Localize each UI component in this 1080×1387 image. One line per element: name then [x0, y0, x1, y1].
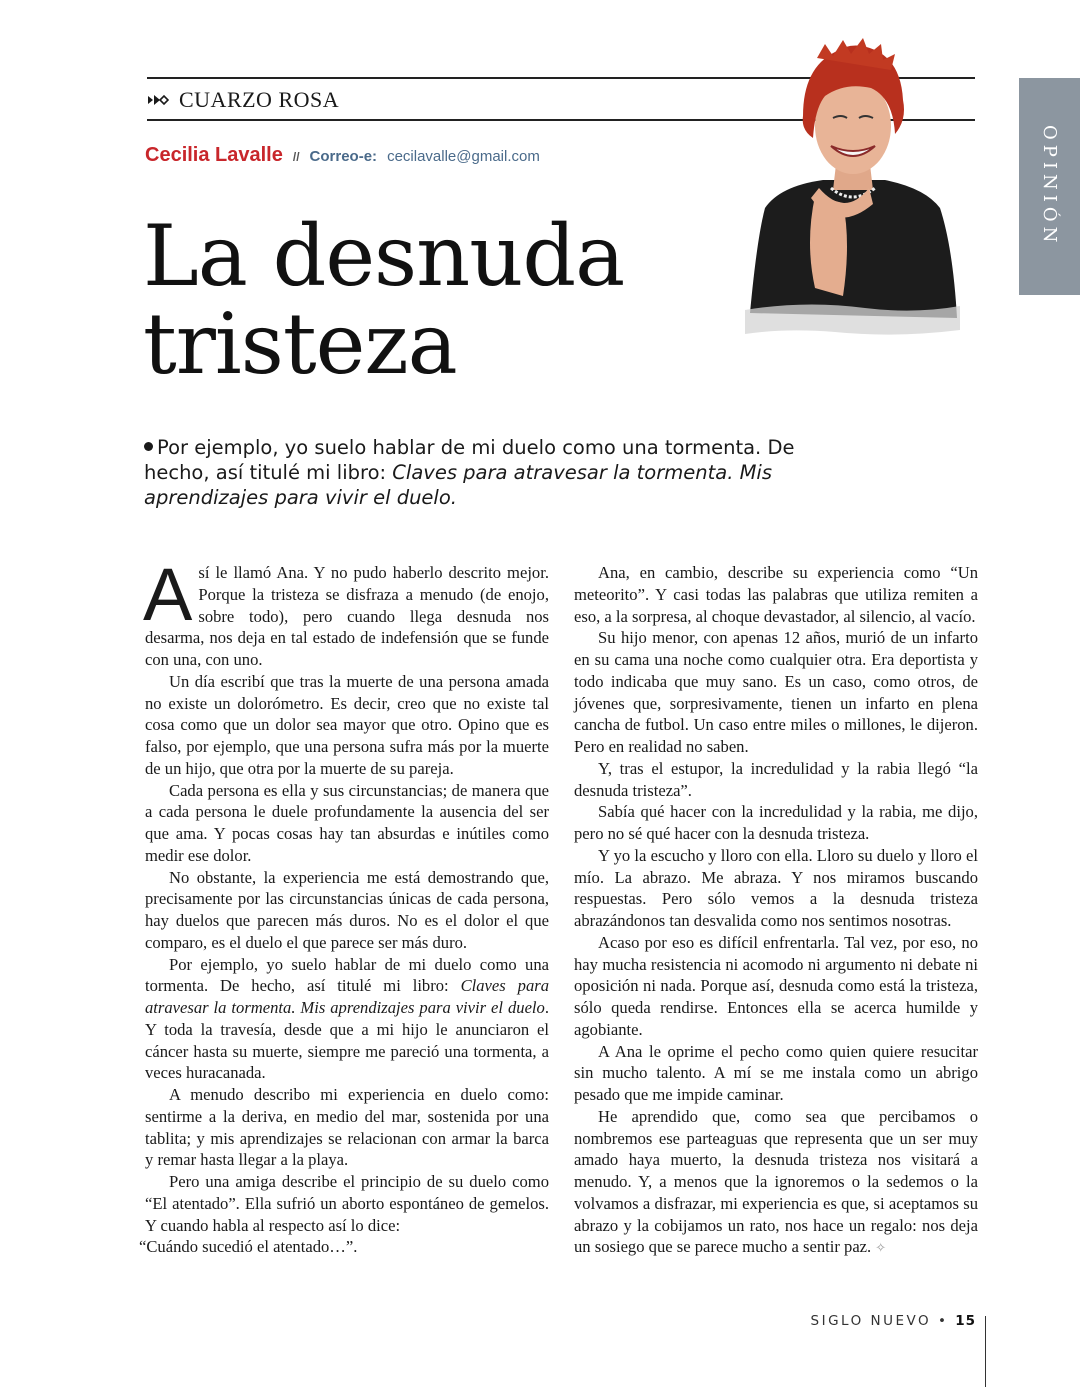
- paragraph-text: He aprendido que, como sea que percibamos o nombremos ese parteaguas que representa que un ser muy amado haya muerto, la desnuda tristeza nos visitará a menudo. Y, a menos que la ignoremos o la sedemos o la volvamos a disfrazar, mi experiencia es que, si aceptamos su abrazo y la cobijamos un rato, nos hace un regalo: nos deja un sosiego que se parece mucho a sentir paz.: [574, 1106, 978, 1257]
- article-title: [143, 207, 625, 393]
- magazine-name: SIGLO NUEVO: [810, 1313, 932, 1329]
- article-paragraph: [143, 553, 549, 671]
- section-label: CUARZO ROSA: [179, 87, 340, 112]
- end-mark-icon: ✧: [875, 1240, 887, 1256]
- book-title: Claves para atravesar la tormenta. Mis aprendizajes para vivir el duelo: [145, 976, 549, 1017]
- article-paragraph: Su hijo menor, con apenas 12 años, murió de un infarto en su cama una noche como cualquier otra. Era deportista y todo indicaba que muy sano. Es un caso, como otros, de jóvenes que, sorpresivamente, tienen un infarto en plena cancha de futbol. Un caso entre miles o millones, le dijeron. Pero en realidad no saben.: [574, 628, 978, 756]
- drop-cap: A: [143, 553, 193, 636]
- article-paragraph: Ana, en cambio, describe su experiencia como “Un meteorito”. Y casi todas las palabras que utiliza remiten a eso, a la sorpresa, al choque devastador, al silencio, al vacío.: [574, 563, 978, 626]
- article-paragraph: A menudo describo mi experiencia en duelo como: sentirme a la deriva, en medio del mar, sostenida por una tablita; y mis aprendizajes se relacionan con armar la barca y remar hasta llegar a la playa.: [145, 1085, 549, 1170]
- title-line-2: tristeza: [143, 295, 457, 393]
- paragraph-text: sí le llamó Ana. Y no pudo haberlo descrito mejor. Porque la tristeza se disfraza a menudo (de enojo, sobre todo), pero cuando llega desnuda nos desarma, nos deja en tal estado de indefensión que se funde con una, con uno.: [145, 563, 549, 669]
- opinion-tab: [1019, 78, 1080, 295]
- paragraph-text: . Y toda la travesía, desde que a mi hijo le anunciaron el cáncer hasta su muerte, siempre me pareció una tormenta, a veces huracanada.: [145, 998, 549, 1083]
- lead-bullet: [144, 442, 153, 451]
- article-paragraph: Cada persona es ella y sus circunstancias; de manera que a cada persona le duele profundamente la ausencia del ser que ama. Y pocas cosas hay tan absurdas e inútiles como medir ese dolor.: [145, 780, 549, 865]
- lead-paragraph: [144, 435, 844, 510]
- paragraph-text: Por ejemplo, yo suelo hablar de mi duelo como una tormenta. De hecho, así titulé mi libro:: [145, 954, 549, 996]
- double-arrow-icon: [147, 94, 169, 106]
- opinion-tab-label: OPINIÓN: [1039, 125, 1060, 248]
- article-paragraph: Y yo la escucho y lloro con ella. Lloro su duelo y lloro el mío. La abrazo. Me abraza. Y nos miramos buscando respuestas. Pero sólo vemos a la desnuda tristeza abrazándonos tan desvalida como nos sentimos nosotras.: [574, 845, 978, 930]
- footer-rule: [985, 1316, 986, 1387]
- email-label: Correo-e:: [309, 148, 378, 165]
- article-paragraph: A Ana le oprime el pecho como quien quiere resucitar sin mucho talento. A mí se me instala como un abrigo pesado que me impide caminar.: [574, 1041, 978, 1104]
- author-email[interactable]: cecilavalle@gmail.com: [387, 148, 540, 165]
- article-paragraph: [574, 1106, 978, 1259]
- lead-book-title: Claves para atravesar la tormenta. Mis aprendizajes para vivir el duelo: [144, 461, 772, 509]
- article-paragraph: “Cuándo sucedió el atentado…”.: [139, 1237, 358, 1257]
- section-header: [147, 86, 339, 114]
- lead-text: Por ejemplo, yo suelo hablar de mi duelo como una tormenta. De hecho, así titulé mi libro:: [144, 436, 795, 484]
- lead-end: .: [450, 486, 457, 509]
- byline: [145, 144, 540, 167]
- article-paragraph: [145, 954, 549, 1085]
- article-paragraph: Sabía qué hacer con la incredulidad y la rabia, me dijo, pero no sé qué hacer con la desnuda tristeza.: [574, 802, 978, 843]
- article-paragraph: No obstante, la experiencia me está demostrando que, precisamente por las circunstancias únicas de cada persona, hay duelos que parecen más duros. No es el dolor el que comparo, es el duelo el que parece ser más duro.: [145, 867, 549, 952]
- article-paragraph: Y, tras el estupor, la incredulidad y la rabia llegó “la desnuda tristeza”.: [574, 758, 978, 800]
- byline-separator: //: [292, 150, 300, 164]
- author-photo: [745, 38, 960, 338]
- author-name: Cecilia Lavalle: [145, 144, 283, 166]
- page-footer: [811, 1313, 976, 1329]
- article-paragraph: Acaso por eso es difícil enfrentarla. Tal vez, por eso, no hay mucha resistencia ni acomodo ni argumento ni debate ni oposición ni nada. Porque así, desnuda como está la tristeza, sólo queda rendirse. Entonces ella se acerca humilde y agobiante.: [574, 932, 978, 1039]
- article-paragraph: Un día escribí que tras la muerte de una persona amada no existe un dolorómetro. Es decir, creo que no existe tal cosa como que un dolor sea mayor que otro. Opino que es falso, por ejemplo, que una persona sufra más por la muerte de un hijo, que otra por la muerte de su pareja.: [145, 671, 549, 778]
- article-paragraph: Pero una amiga describe el principio de su duelo como “El atentado”. Ella sufrió un aborto espontáneo de gemelos. Y cuando habla al respecto así lo dice:: [145, 1172, 549, 1235]
- title-line-1: La desnuda: [143, 207, 625, 305]
- page-number: 15: [955, 1313, 976, 1329]
- article-column-right: [574, 562, 978, 1259]
- article-column-left: [139, 553, 549, 1258]
- footer-bullet: •: [937, 1313, 949, 1329]
